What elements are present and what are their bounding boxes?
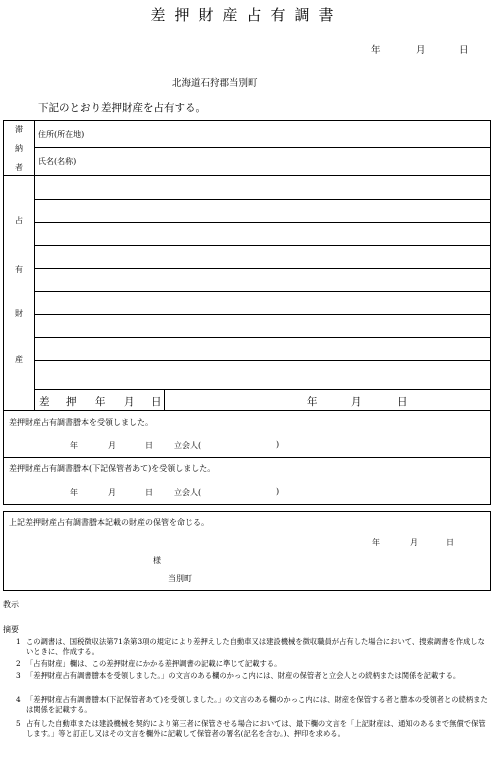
taxpayer-label-1: 滞 (15, 125, 23, 134)
taxpayer-label-2: 納 (15, 144, 23, 153)
custody-year: 年 (372, 538, 380, 547)
property-label-3: 財 (15, 309, 23, 318)
seizure-date-label-3: 年 (95, 396, 106, 408)
note-5 (8, 719, 488, 749)
custody-month: 月 (410, 538, 418, 547)
receipt2-year: 年 (70, 488, 78, 497)
receipt1-text: 差押財産占有調書謄本を受領しました。 (9, 418, 153, 427)
note-text: 「差押財産占有調書謄本(下記保管者あて)を受領しました。」の文言のある欄のかっこ内には、財産を保管する者と謄本の受領者との続柄または関係を記載する。 (26, 695, 488, 714)
name-label: 氏名(名称) (38, 157, 77, 166)
receipt1-year: 年 (70, 441, 78, 450)
date-day: 日 (459, 45, 469, 56)
property-line (34, 337, 491, 338)
receipt1-month: 月 (108, 441, 116, 450)
note-text: 「差押財産占有調書謄本を受領しました。」の文言のある欄のかっこ内には、財産の保管者と立会人との続柄または関係を記載する。 (26, 671, 461, 680)
seizure-date-label-1: 差 (39, 396, 50, 408)
note-text: 「占有財産」欄は、この差押財産にかかる差押調書の記載に準じて記載する。 (26, 659, 282, 668)
receipt2-text: 差押財産占有調書謄本(下記保管者あて)を受領しました。 (9, 464, 216, 473)
note-1 (8, 637, 488, 657)
seizure-year: 年 (307, 396, 318, 408)
seizure-date-bottom-line (3, 410, 491, 411)
address-label: 住所(所在地) (38, 130, 85, 139)
taxpayer-label-3: 者 (15, 163, 23, 172)
receipt2-month: 月 (108, 488, 116, 497)
receipt2-close: ) (276, 487, 280, 496)
property-line (34, 245, 491, 246)
seizure-date-label-4: 月 (124, 396, 135, 408)
custody-text: 上記差押財産占有調書謄本記載の財産の保管を命じる。 (9, 518, 209, 527)
custody-sama: 様 (153, 556, 161, 565)
property-label-1: 占 (15, 216, 23, 225)
receipt1-witness: 立会人( (174, 441, 202, 450)
address-row-line (34, 147, 491, 148)
seizure-month: 月 (351, 396, 362, 408)
label-column-divider (34, 120, 35, 410)
property-line (34, 314, 491, 315)
instruction-heading: 教示 (3, 600, 19, 609)
property-line (34, 389, 491, 390)
property-label-2: 有 (15, 265, 23, 274)
note-number: 3 (16, 671, 21, 680)
receipt1-day: 日 (145, 441, 153, 450)
note-text: この調書は、国税徴収法第71条第3項の規定により差押えした自動車又は建設機械を徴収職員が占有した場合において、捜索調書を作成しないときに、作成する。 (26, 637, 485, 656)
custody-day: 日 (446, 538, 454, 547)
note-3 (8, 671, 488, 691)
note-text: 占有した自動車または建設機械を契約により第三者に保管させる場合においては、最下欄の文言を「上記財産は、通知のあるまで無償で保管します。」等と訂正し又はその文言を欄外に記載して保管者の署名(記名を含む。)、押印を求める。 (26, 719, 486, 738)
page-title: 差押財産占有調書 (150, 6, 343, 24)
property-line (34, 199, 491, 200)
note-2 (8, 659, 488, 669)
note-number: 5 (16, 719, 21, 728)
note-4 (8, 695, 488, 715)
date-year: 年 (371, 45, 381, 56)
note-number: 1 (16, 637, 21, 646)
receipt1-close: ) (276, 440, 280, 449)
property-line (34, 222, 491, 223)
note-number: 2 (16, 659, 21, 668)
property-line (34, 268, 491, 269)
seizure-date-label-2: 押 (66, 396, 77, 408)
seizure-date-label-5: 日 (151, 396, 162, 408)
summary-heading: 摘要 (3, 625, 19, 634)
seizure-date-divider (164, 389, 165, 410)
statement: 下記のとおり差押財産を占有する。 (38, 102, 206, 114)
receipt2-witness: 立会人( (174, 488, 202, 497)
property-line (34, 360, 491, 361)
date-month: 月 (416, 45, 426, 56)
custody-town: 当別町 (168, 574, 192, 583)
property-line (34, 291, 491, 292)
property-label-4: 産 (15, 355, 23, 364)
receipt2-day: 日 (145, 488, 153, 497)
taxpayer-section-line (3, 175, 491, 176)
note-number: 4 (16, 695, 21, 704)
seizure-day: 日 (397, 396, 408, 408)
issuer: 北海道石狩郡当別町 (172, 78, 258, 89)
receipt-divider (3, 457, 491, 458)
